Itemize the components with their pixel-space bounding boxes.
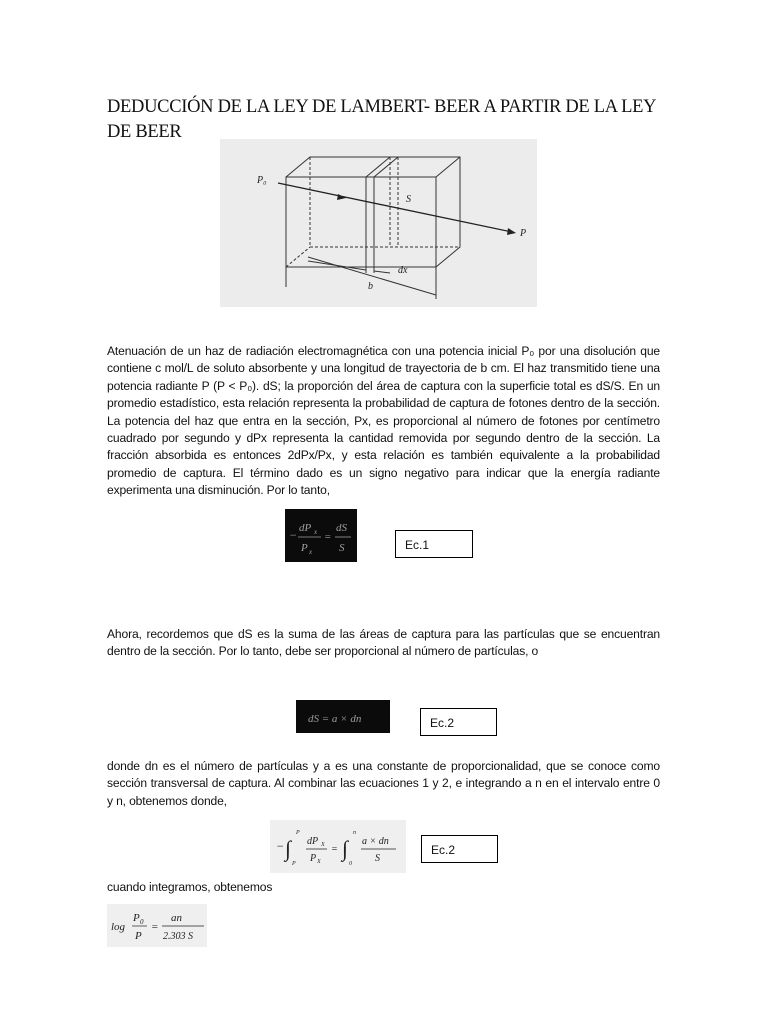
document-title: DEDUCCIÓN DE LA LEY DE LAMBERT- BEER A PARTIR DE LA LEY DE BEER — [107, 97, 656, 142]
label-p: P — [520, 228, 527, 239]
svg-text:S: S — [375, 853, 380, 864]
paragraph-attenuation: Atenuación de un haz de radiación electromagnética con una potencia inicial P₀ por una disolución que contiene c mol/L de soluto absorbente y una longitud de trayectoria de b cm. El haz transmitido tiene una potencia radiante P (P < P₀). dS; la proporción del área de captura con la superficie total es dS/S. En un promedio estadístico, esta relación representa la probabilidad de captura de fotones dentro de la sección. La potencia del haz que entra en la sección, Px, es proporcional al número de fotones por centímetro cuadrado por segundo y dPx representa la cantidad removida por segundo dentro de la sección. La fracción absorbida es entonces 2dPx/Px, y esta relación es también equivalente a la probabilidad promedio de captura. El término dado es un signo negativo para indicar que la energía radiante experimenta una disminución. Por lo tanto, — [107, 344, 660, 498]
svg-text:dP: dP — [299, 522, 312, 534]
svg-text:=: = — [324, 531, 332, 543]
equation-3-label: Ec.2 — [421, 835, 498, 863]
absorption-cell-diagram — [220, 139, 537, 307]
svg-text:P: P — [310, 853, 317, 864]
svg-text:x: x — [309, 548, 313, 556]
equation-3-image — [270, 820, 406, 873]
svg-text:=: = — [331, 844, 338, 855]
svg-text:dS: dS — [336, 522, 347, 534]
svg-text:n: n — [353, 830, 356, 836]
svg-text:X: X — [321, 842, 325, 848]
paragraph-cross-section: donde dn es el número de partículas y a es una constante de proporcionalidad, que se conoce como sección transversal de captura. Al combinar las ecuaciones 1 y 2, e integrando a n en el intervalo entre 0 y n, obtenemos donde, — [107, 759, 660, 808]
paragraph-capture-areas: Ahora, recordemos que dS es la suma de las áreas de captura para las partículas que se encuentran dentro de la sección. Por lo tanto, debe ser proporcional al número de partículas, o — [107, 627, 660, 659]
svg-text:dP: dP — [307, 836, 319, 847]
svg-text:x: x — [314, 528, 318, 536]
equation-2-image — [296, 700, 390, 733]
paragraph-integration: cuando integramos, obtenemos — [107, 880, 273, 894]
label-p0: P₀ — [257, 175, 267, 186]
svg-text:S: S — [339, 542, 345, 554]
svg-text:P: P — [296, 830, 300, 836]
label-b: b — [368, 281, 373, 292]
label-dx: dx — [398, 265, 408, 276]
svg-text:P: P — [135, 930, 142, 942]
svg-text:0: 0 — [349, 861, 352, 867]
equation-2-label: Ec.2 — [420, 708, 497, 736]
svg-text:=: = — [151, 921, 159, 933]
svg-text:dS = a × dn: dS = a × dn — [308, 713, 362, 725]
svg-text:P: P — [292, 861, 296, 867]
absorption-cell-figure — [220, 139, 537, 307]
svg-text:P: P — [133, 912, 140, 924]
svg-text:P: P — [301, 542, 308, 554]
svg-text:0: 0 — [140, 918, 144, 926]
equation-1-label: Ec.1 — [395, 530, 473, 558]
svg-text:−: − — [289, 528, 298, 542]
svg-text:∫: ∫ — [285, 836, 292, 861]
svg-text:X: X — [317, 859, 321, 865]
svg-text:−: − — [276, 839, 285, 853]
svg-text:∫: ∫ — [342, 836, 349, 861]
label-s: S — [406, 194, 411, 205]
svg-text:a × dn: a × dn — [362, 836, 389, 847]
equation-4-image — [107, 904, 207, 947]
svg-text:an: an — [171, 912, 182, 924]
equation-1-image — [285, 509, 357, 562]
svg-text:log: log — [111, 921, 126, 933]
svg-text:2.303 S: 2.303 S — [163, 931, 193, 942]
